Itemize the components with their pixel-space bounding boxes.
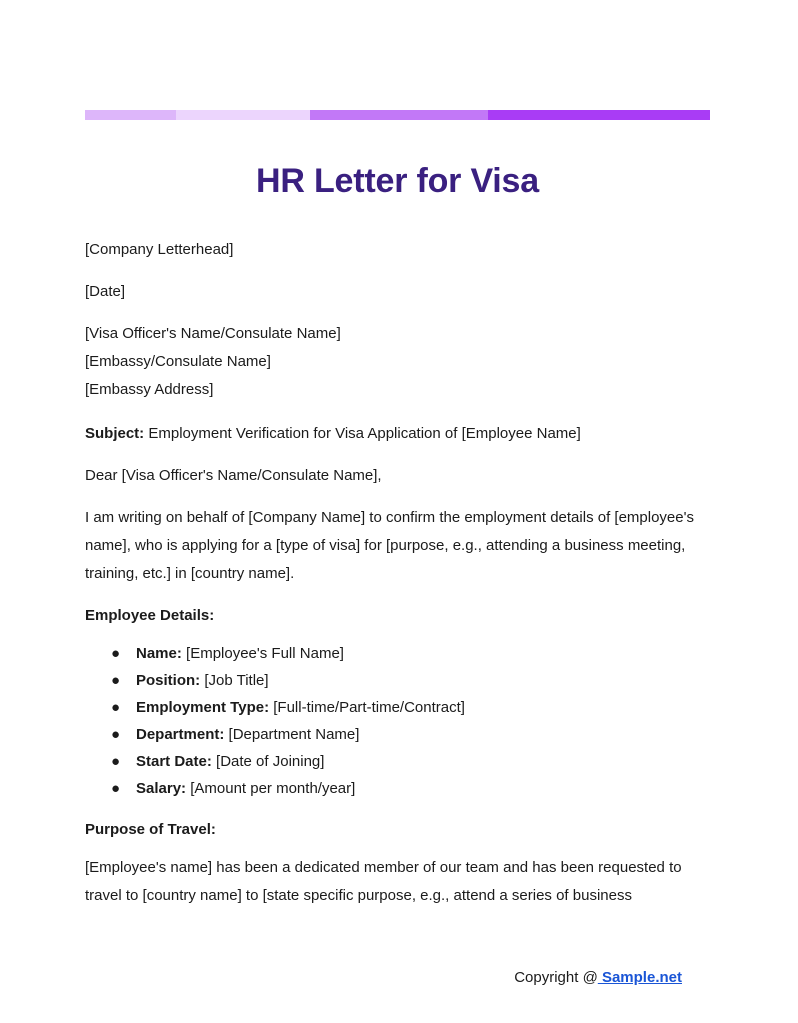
bullet-icon: ● — [111, 645, 121, 662]
detail-value: [Employee's Full Name] — [186, 645, 344, 662]
detail-label: Department: — [136, 726, 225, 743]
sample-net-link[interactable]: Sample.net — [597, 969, 682, 986]
bullet-icon: ● — [111, 699, 121, 716]
bullet-icon: ● — [111, 780, 121, 797]
recipient-address-block — [85, 320, 710, 404]
detail-label: Start Date: — [136, 753, 212, 770]
detail-value: [Date of Joining] — [216, 753, 325, 770]
accent-bar-segment-3 — [310, 110, 488, 120]
footer-copyright — [85, 966, 682, 990]
list-item — [85, 640, 710, 667]
subject-line — [85, 420, 710, 448]
company-letterhead-line: [Company Letterhead] — [85, 241, 234, 258]
recipient-address-line: [Embassy Address] — [85, 381, 214, 398]
detail-value: [Full-time/Part-time/Contract] — [273, 699, 465, 716]
list-item — [85, 748, 710, 775]
bullet-icon: ● — [111, 672, 121, 689]
detail-label: Position: — [136, 672, 201, 689]
list-item — [85, 694, 710, 721]
subject-text: Employment Verification for Visa Application of [Employee Name] — [148, 425, 581, 442]
detail-value: [Department Name] — [228, 726, 360, 743]
accent-bar-segment-4 — [488, 110, 710, 120]
salutation-line: Dear [Visa Officer's Name/Consulate Name], — [85, 467, 382, 484]
recipient-embassy-line: [Embassy/Consulate Name] — [85, 353, 271, 370]
detail-label: Name: — [136, 645, 182, 662]
accent-bar-segment-1 — [85, 110, 176, 120]
list-item — [85, 721, 710, 748]
subject-label: Subject: — [85, 425, 145, 442]
purpose-of-travel-paragraph: [Employee's name] has been a dedicated member of our team and has been requested to travel to [country name] to [state specific purpose, e.g., attend a series of business — [85, 859, 682, 904]
date-line: [Date] — [85, 283, 126, 300]
detail-value: [Amount per month/year] — [190, 780, 356, 797]
accent-color-bar — [85, 110, 710, 120]
letter-body — [85, 236, 710, 924]
detail-label: Employment Type: — [136, 699, 270, 716]
detail-label: Salary: — [136, 780, 187, 797]
bullet-icon: ● — [111, 753, 121, 770]
intro-paragraph: I am writing on behalf of [Company Name] to confirm the employment details of [employee's name], who is applying for a [type of visa] for [purpose, e.g., attending a business meeting, training, etc.] in [country name]. — [85, 509, 694, 582]
copyright-text: Copyright @ — [514, 969, 598, 986]
detail-value: [Job Title] — [204, 672, 269, 689]
employee-details-list — [85, 640, 710, 802]
list-item — [85, 667, 710, 694]
page-title: HR Letter for Visa — [256, 161, 539, 200]
list-item — [85, 775, 710, 802]
purpose-of-travel-heading: Purpose of Travel: — [85, 821, 216, 838]
employee-details-heading: Employee Details: — [85, 607, 215, 624]
bullet-icon: ● — [111, 726, 121, 743]
accent-bar-segment-2 — [176, 110, 310, 120]
recipient-officer-line: [Visa Officer's Name/Consulate Name] — [85, 325, 341, 342]
